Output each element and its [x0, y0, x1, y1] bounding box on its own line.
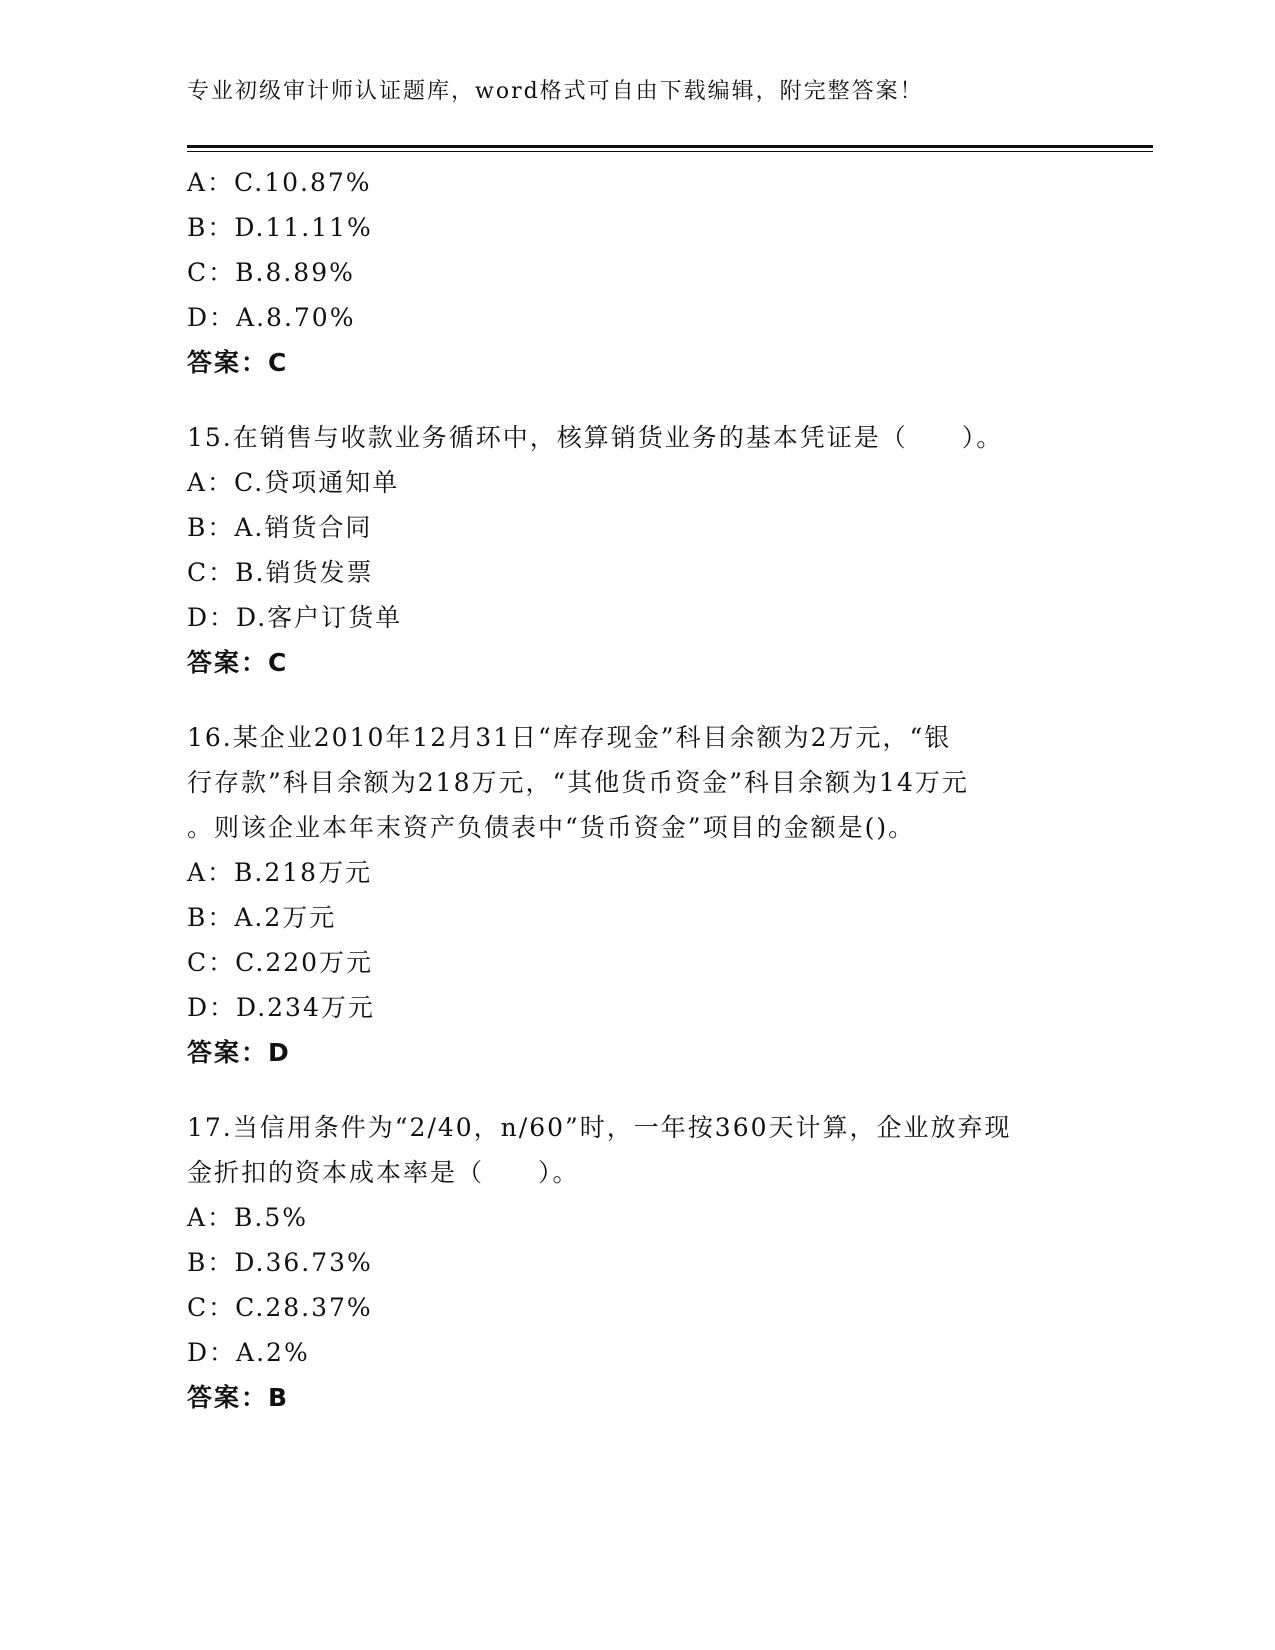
option-a: A：C.10.87%	[187, 168, 372, 197]
question-text	[187, 415, 1087, 460]
option-b: B：A.2万元	[187, 903, 337, 932]
question-line: 17.当信用条件为“2/40，n/60”时，一年按360天计算，企业放弃现	[187, 1113, 1012, 1142]
question-16	[187, 715, 1087, 1075]
answer: 答案：B	[187, 1383, 290, 1412]
option-a: A：C.贷项通知单	[187, 468, 400, 497]
question-17	[187, 1105, 1087, 1420]
answer: 答案：D	[187, 1038, 291, 1067]
question-text	[187, 715, 1087, 850]
option-d: D：A.2%	[187, 1338, 310, 1367]
option-d: D：D.234万元	[187, 993, 375, 1022]
question-line: 行存款”科目余额为218万元，“其他货币资金”科目余额为14万元	[187, 768, 969, 797]
question-line: 金折扣的资本成本率是（ ）。	[187, 1158, 580, 1187]
prev-question-block	[187, 160, 1087, 385]
option-a: A：B.218万元	[187, 858, 373, 887]
option-c: C：B.8.89%	[187, 258, 355, 287]
question-text	[187, 1105, 1087, 1195]
page-header: 专业初级审计师认证题库，word格式可自由下载编辑，附完整答案！	[187, 79, 924, 104]
option-d: D：D.客户订货单	[187, 603, 403, 632]
option-b: B：D.36.73%	[187, 1248, 373, 1277]
option-c: C：C.220万元	[187, 948, 374, 977]
option-a: A：B.5%	[187, 1203, 309, 1232]
question-line: 15.在销售与收款业务循环中，核算销货业务的基本凭证是（ ）。	[187, 423, 1004, 452]
option-d: D：A.8.70%	[187, 303, 356, 332]
question-15	[187, 415, 1087, 685]
option-b: B：A.销货合同	[187, 513, 373, 542]
header-rule-thick	[187, 145, 1153, 148]
option-c: C：B.销货发票	[187, 558, 374, 587]
question-line: 。则该企业本年末资产负债表中“货币资金”项目的金额是()。	[187, 813, 916, 842]
header-rule-thin	[187, 151, 1153, 152]
answer: 答案：C	[187, 348, 289, 377]
answer: 答案：C	[187, 648, 289, 677]
option-c: C：C.28.37%	[187, 1293, 373, 1322]
question-content	[187, 160, 1087, 1420]
option-b: B：D.11.11%	[187, 213, 373, 242]
question-line: 16.某企业2010年12月31日“库存现金”科目余额为2万元，“银	[187, 723, 952, 752]
